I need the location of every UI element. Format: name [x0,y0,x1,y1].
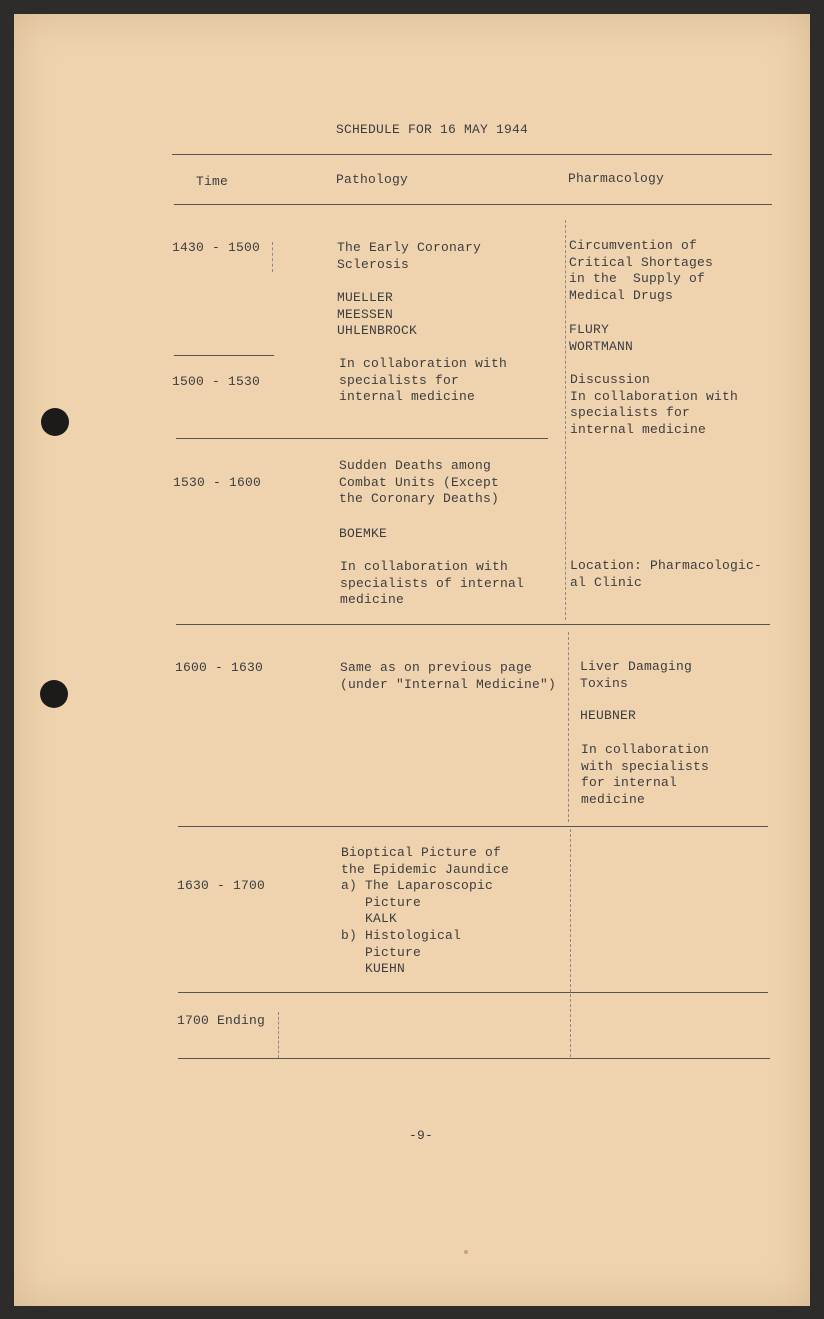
pharmacology-speakers-flury: FLURY WORTMANN [569,322,634,354]
pharmacology-note-liver: In collaboration with specialists for internal medicine [581,742,710,807]
pharmacology-discussion: Discussion In collaboration with specialists for internal medicine [570,372,739,437]
time-slot-1600: 1600 - 1630 [175,660,264,675]
page-number: -9- [409,1128,434,1143]
pharmacology-topic-liver: Liver Damaging Toxins [580,659,693,691]
punch-hole-bottom [40,680,68,708]
pathology-topic-sudden-deaths: Sudden Deaths among Combat Units (Except the Coronary Deaths) [339,458,500,507]
header-pharmacology: Pharmacology [568,171,665,186]
col-divider-time-1 [272,242,273,272]
rule-1700 [178,992,768,993]
col-divider-pharm-2 [568,632,569,822]
rule-bottom [178,1058,770,1059]
pathology-speakers-coronary: MUELLER MEESSEN UHLENBROCK [337,290,418,339]
pathology-note-sudden-deaths: In collaboration with specialists of internal medicine [340,559,525,608]
header-pathology: Pathology [336,172,409,187]
time-slot-1430: 1430 - 1500 [172,240,261,255]
document-page [14,14,810,1306]
pharmacology-location: Location: Pharmacologic- al Clinic [570,558,763,590]
time-slot-1700: 1700 Ending [177,1013,266,1028]
time-slot-1530: 1530 - 1600 [173,475,262,490]
time-slot-1500: 1500 - 1530 [172,374,261,389]
pathology-same-as-previous: Same as on previous page (under "Internal Medicine") [340,660,557,692]
rule-1630 [178,826,768,827]
pathology-topic-coronary: The Early Coronary Sclerosis [337,240,482,272]
col-divider-pharm-3 [570,829,571,1057]
pharmacology-speaker-heubner: HEUBNER [580,708,637,723]
document-title: SCHEDULE FOR 16 MAY 1944 [336,122,529,137]
pathology-topic-jaundice: Bioptical Picture of the Epidemic Jaundice a) The Laparoscopic Picture KALK b) Histological Picture KUEHN [341,845,510,977]
col-divider-time-2 [278,1012,279,1058]
header-time: Time [196,174,229,189]
rule-top [172,154,772,155]
pathology-speaker-boemke: BOEMKE [339,526,388,541]
rule-1530 [176,438,548,439]
pharmacology-topic-shortages: Circumvention of Critical Shortages in the Supply of Medical Drugs [569,238,714,303]
rule-1600 [176,624,770,625]
rule-header [174,204,772,205]
col-divider-pharm-1 [565,220,566,620]
pathology-note-coronary: In collaboration with specialists for internal medicine [339,356,508,405]
punch-hole-top [41,408,69,436]
time-slot-1630: 1630 - 1700 [177,878,266,893]
paper-speck [464,1250,468,1254]
rule-1500 [174,355,274,356]
